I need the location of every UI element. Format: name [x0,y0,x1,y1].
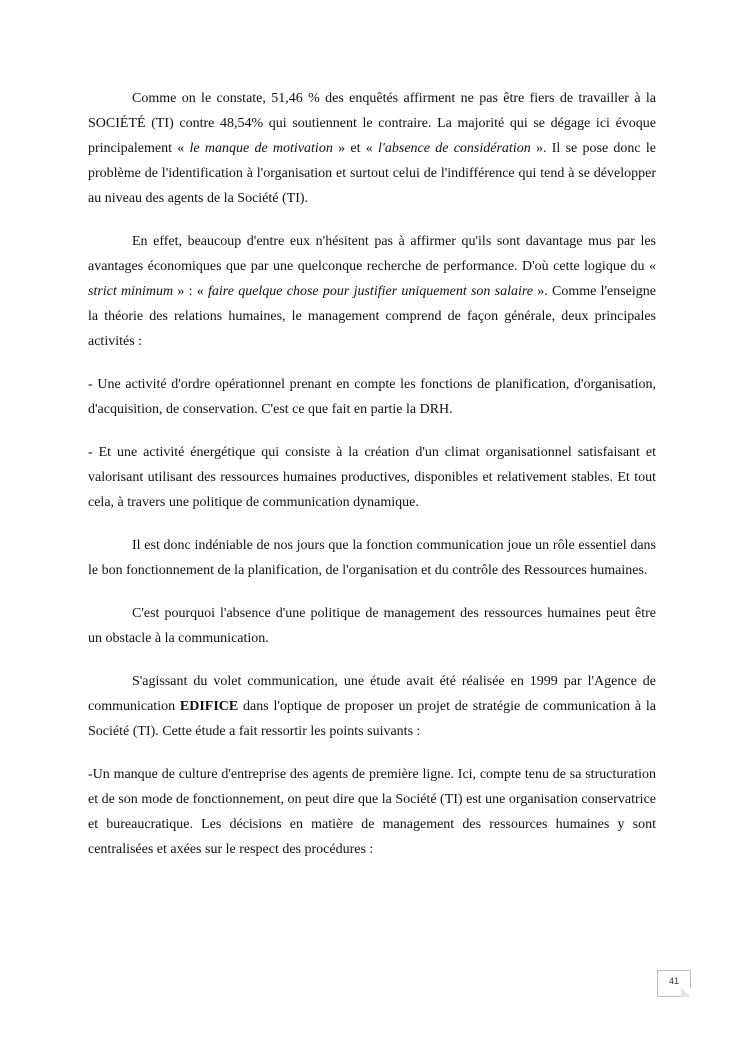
paragraph-edifice-study [88,669,656,744]
paragraph-text: S'agissant du volet communication, une étude avait été réalisée en 1999 par l'Agence de communication [88,674,656,714]
quote-salary: faire quelque chose pour justifier uniquement son salaire [208,284,534,299]
quote-strict-minimum: strict minimum [88,284,174,299]
paragraph-operational-activity: - Une activité d'ordre opérationnel prenant en compte les fonctions de planification, d'organisation, d'acquisition, de conservation. C'est ce que fait en partie la DRH. [88,377,656,417]
paragraph-text: ». Comme l'enseigne la théorie des relations humaines, le management comprend de façon générale, deux principales activités : [88,284,656,349]
paragraph-corporate-culture: -Un manque de culture d'entreprise des agents de première ligne. Ici, compte tenu de sa structuration et de son mode de fonctionnement, on peut dire que la Société (TI) est une organisation conservatrice et bureaucratique. Les décisions en matière de management des ressources humaines y sont centralisées et axées sur le respect des procédures : [88,767,656,857]
paragraph-communication-role: Il est donc indéniable de nos jours que la fonction communication joue un rôle essentiel dans le bon fonctionnement de la planification, de l'organisation et du contrôle des Ressources humaines. [88,538,656,578]
page-number: 41 [668,976,679,986]
paragraph-economic-advantages [88,229,656,354]
paragraph-text: » et « [332,141,378,156]
page-curl-icon [681,988,691,997]
paragraph-text: Comme on le constate, 51,46 % des enquêtés affirment ne pas être fiers de travailler à la SOCIÉTÉ (TI) contre 48,54% qui soutiennent le contraire. La majorité qui se dégage ici évoque principalement « [88,91,656,156]
page-number-box [657,970,691,997]
paragraph-management-obstacle: C'est pourquoi l'absence d'une politique de management des ressources humaines peut être un obstacle à la communication. [88,606,656,646]
paragraph-satisfaction-stats [88,86,656,211]
paragraph-text: » : « [173,284,209,299]
paragraph-text: En effet, beaucoup d'entre eux n'hésitent pas à affirmer qu'ils sont davantage mus par les avantages économiques que par une quelconque recherche de performance. D'où cette logique du « [88,234,656,274]
agency-name: EDIFICE [179,699,239,714]
quote-motivation: le manque de motivation [189,141,333,156]
paragraph-text: ». Il se pose donc le problème de l'identification à l'organisation et surtout celui de l'indifférence qui tend à se développer au niveau des agents de la Société (TI). [88,141,657,206]
quote-consideration: l'absence de considération [378,141,531,156]
document-body [88,86,656,880]
paragraph-energetic-activity: - Et une activité énergétique qui consiste à la création d'un climat organisationnel satisfaisant et valorisant utilisant des ressources humaines productives, disponibles et relativement stables. Et tout cela, à travers une politique de communication dynamique. [88,445,656,510]
paragraph-text: dans l'optique de proposer un projet de stratégie de communication à la Société (TI). Cette étude a fait ressortir les points suivants : [88,699,656,739]
